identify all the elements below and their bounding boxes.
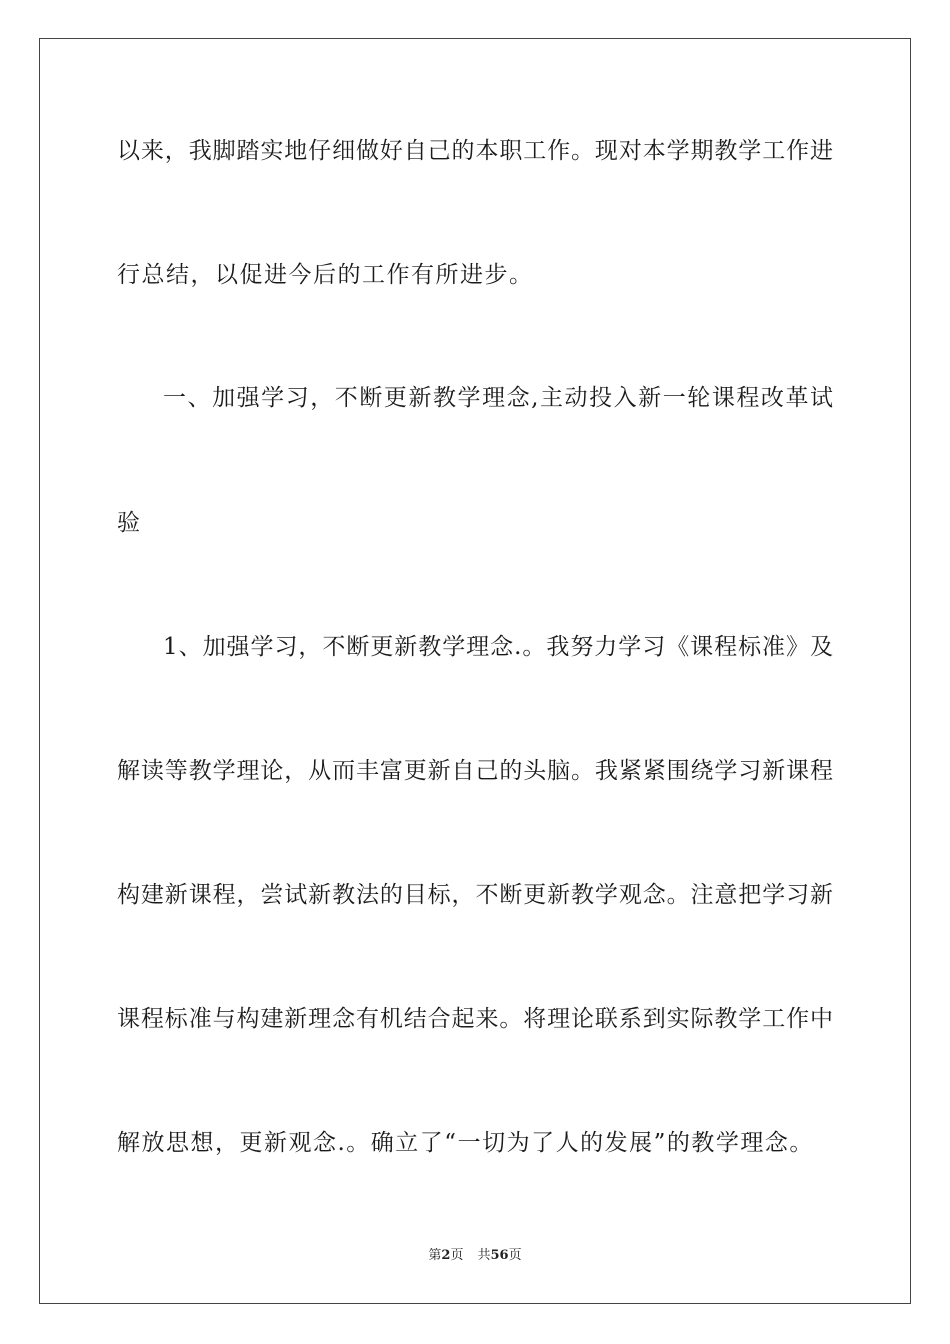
paragraph-1-line-2: 解读等教学理论，从而丰富更新自己的头脑。我紧紧围绕学习新课程	[117, 758, 833, 784]
footer-total-prefix: 共	[477, 1248, 491, 1263]
paragraph-1-line-5: 解放思想，更新观念.。确立了“一切为了人的发展”的教学理念。	[117, 1130, 814, 1156]
page-border	[39, 38, 911, 1304]
footer-page-number: 2	[441, 1248, 451, 1263]
paragraph-1-line-3: 构建新课程，尝试新教法的目标，不断更新教学观念。注意把学习新	[117, 882, 833, 908]
text-line-2: 行总结，以促进今后的工作有所进步。	[117, 262, 534, 288]
page-footer	[0, 1247, 950, 1265]
footer-page-prefix: 第	[428, 1248, 442, 1263]
section-heading-1: 一、加强学习，不断更新教学理念,主动投入新一轮课程改革试	[163, 385, 833, 411]
text-line-4: 验	[117, 510, 142, 536]
paragraph-1-line-4: 课程标准与构建新理念有机结合起来。将理论联系到实际教学工作中	[117, 1006, 833, 1032]
text-line-1: 以来，我脚踏实地仔细做好自己的本职工作。现对本学期教学工作进	[117, 138, 833, 164]
footer-page-suffix: 页	[450, 1248, 464, 1263]
footer-total-pages: 56	[490, 1248, 509, 1263]
paragraph-1-line-1: 1、加强学习，不断更新教学理念.。我努力学习《课程标准》及	[163, 634, 833, 660]
footer-total-suffix: 页	[508, 1248, 522, 1263]
